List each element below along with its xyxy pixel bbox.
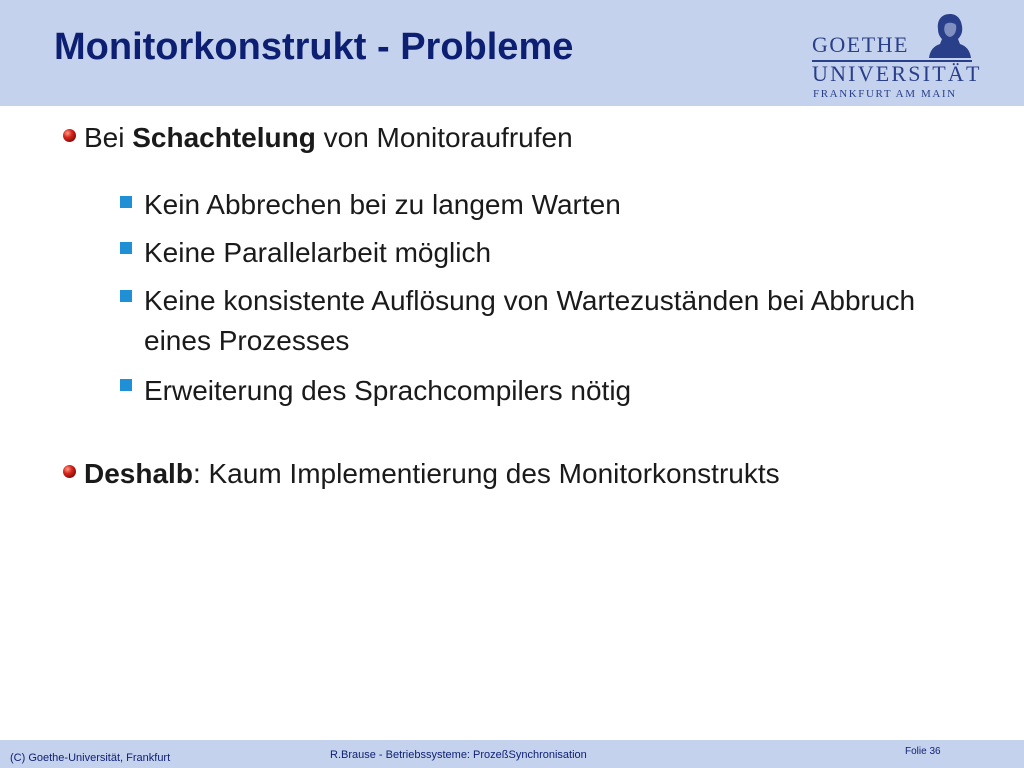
red-ball-bullet-icon: [63, 465, 76, 478]
bullet-text-post: von Monitoraufrufen: [315, 122, 573, 153]
logo-text-universitaet: UNIVERSITÄT: [812, 61, 982, 86]
footer-course: R.Brause - Betriebssysteme: ProzeßSynchronisation: [330, 749, 587, 761]
bullet-schachtelung: [84, 122, 573, 154]
bullet-text-pre: Bei: [84, 122, 133, 153]
bullet-text-post: : Kaum Implementierung des Monitorkonstrukts: [192, 458, 780, 489]
slide-footer: [0, 740, 1024, 768]
blue-square-bullet-icon: [120, 242, 132, 254]
blue-square-bullet-icon: [120, 196, 132, 208]
logo-text-goethe: GOETHE: [812, 32, 909, 57]
blue-square-bullet-icon: [120, 379, 132, 391]
slide-title: Monitorkonstrukt - Probleme: [54, 26, 574, 68]
blue-square-bullet-icon: [120, 290, 132, 302]
bullet-deshalb: [84, 458, 780, 490]
footer-slide-number: Folie 36: [905, 746, 941, 757]
sub-bullet-item: Keine Parallelarbeit möglich: [144, 237, 492, 268]
red-ball-bullet-icon: [63, 129, 76, 142]
footer-copyright: (C) Goethe-Universität, Frankfurt: [10, 752, 171, 764]
logo-text-frankfurt: FRANKFURT AM MAIN: [813, 88, 957, 100]
sub-bullet-item: Kein Abbrechen bei zu langem Warten: [144, 189, 621, 220]
bullet-text-bold: Schachtelung: [132, 122, 316, 153]
sub-bullet-item: Keine konsistente Auflösung von Wartezuständen bei Abbruch eines Prozesses: [144, 285, 916, 356]
bullet-text-bold: Deshalb: [84, 458, 193, 489]
sub-bullet-item: Erweiterung des Sprachcompilers nötig: [144, 375, 632, 406]
